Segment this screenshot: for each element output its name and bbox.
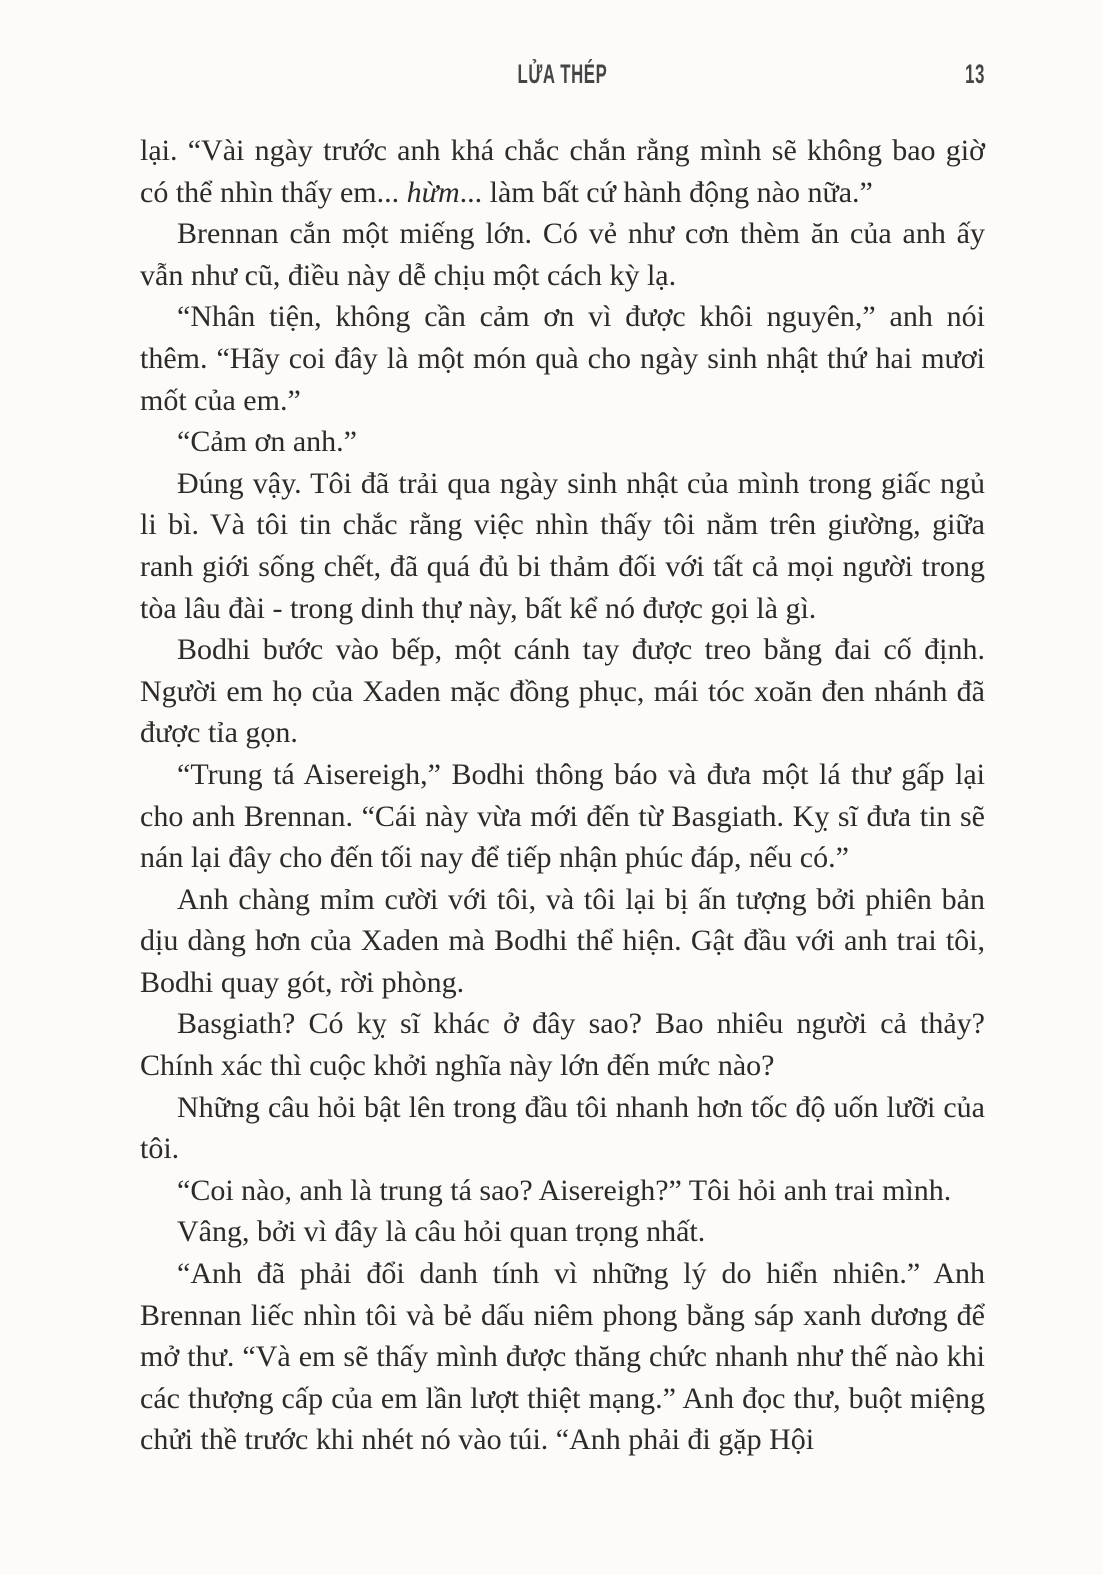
paragraph (140, 754, 985, 879)
paragraph (140, 463, 985, 629)
text-run: lại. “Vài ngày trước anh khá chắc chắn rằng mình sẽ không bao giờ có thể nhìn thấy em... (140, 134, 985, 209)
running-header (140, 59, 985, 89)
paragraph (140, 296, 985, 421)
text-run: Đúng vậy. Tôi đã trải qua ngày sinh nhật của mình trong giấc ngủ li bì. Và tôi tin chắc rằng việc nhìn thấy tôi nằm trên giường, giữa ranh giới sống chết, đã quá đủ bi thảm đối với tất cả mọi người trong tòa lâu đài - trong dinh thự này, bất kể nó được gọi là gì. (140, 466, 985, 625)
text-run: Những câu hỏi bật lên trong đầu tôi nhanh hơn tốc độ uốn lưỡi của tôi. (140, 1090, 985, 1166)
page-body (140, 130, 985, 1461)
paragraph (140, 213, 985, 296)
paragraph (140, 421, 985, 463)
text-run: Vâng, bởi vì đây là câu hỏi quan trọng nhất. (177, 1215, 706, 1249)
paragraph (140, 1003, 985, 1086)
paragraph (140, 1211, 985, 1253)
page-number: 13 (965, 59, 985, 89)
text-run: “Anh đã phải đổi danh tính vì những lý do hiển nhiên.” Anh Brennan liếc nhìn tôi và bẻ dấu niêm phong bằng sáp xanh dương để mở thư. “Và em sẽ thấy mình được thăng chức nhanh như thế nào khi các thượng cấp của em lần lượt thiệt mạng.” Anh đọc thư, buột miệng chửi thề trước khi nhét nó vào túi. “Anh phải đi gặp Hội (140, 1257, 985, 1457)
text-run: Anh chàng mỉm cười với tôi, và tôi lại bị ấn tượng bởi phiên bản dịu dàng hơn của Xaden mà Bodhi thể hiện. Gật đầu với anh trai tôi, Bodhi quay gót, rời phòng. (140, 882, 985, 999)
paragraph (140, 879, 985, 1004)
paragraph (140, 130, 985, 213)
paragraph (140, 1170, 985, 1212)
running-header-title: LỬA THÉP (517, 59, 608, 89)
paragraph (140, 629, 985, 754)
text-run: “Trung tá Aisereigh,” Bodhi thông báo và đưa một lá thư gấp lại cho anh Brennan. “Cái này vừa mới đến từ Basgiath. Kỵ sĩ đưa tin sẽ nán lại đây cho đến tối nay để tiếp nhận phúc đáp, nếu có.” (140, 757, 985, 875)
paragraph (140, 1253, 985, 1461)
paragraph (140, 1087, 985, 1170)
text-run: “Cảm ơn anh.” (177, 425, 357, 459)
italic-text-run: hừm (406, 175, 460, 209)
text-run: “Coi nào, anh là trung tá sao? Aisereigh?” Tôi hỏi anh trai mình. (177, 1173, 952, 1207)
text-run: Brennan cắn một miếng lớn. Có vẻ như cơn thèm ăn của anh ấy vẫn như cũ, điều này dễ chịu một cách kỳ lạ. (140, 217, 985, 292)
text-run: Bodhi bước vào bếp, một cánh tay được treo bằng đai cố định. Người em họ của Xaden mặc đồng phục, mái tóc xoăn đen nhánh đã được tỉa gọn. (140, 633, 985, 750)
text-run: Basgiath? Có kỵ sĩ khác ở đây sao? Bao nhiêu người cả thảy? Chính xác thì cuộc khởi nghĩa này lớn đến mức nào? (140, 1007, 985, 1083)
text-run: “Nhân tiện, không cần cảm ơn vì được khôi nguyên,” anh nói thêm. “Hãy coi đây là một món quà cho ngày sinh nhật thứ hai mươi mốt của em.” (140, 300, 985, 417)
text-run: ... làm bất cứ hành động nào nữa.” (459, 175, 873, 209)
